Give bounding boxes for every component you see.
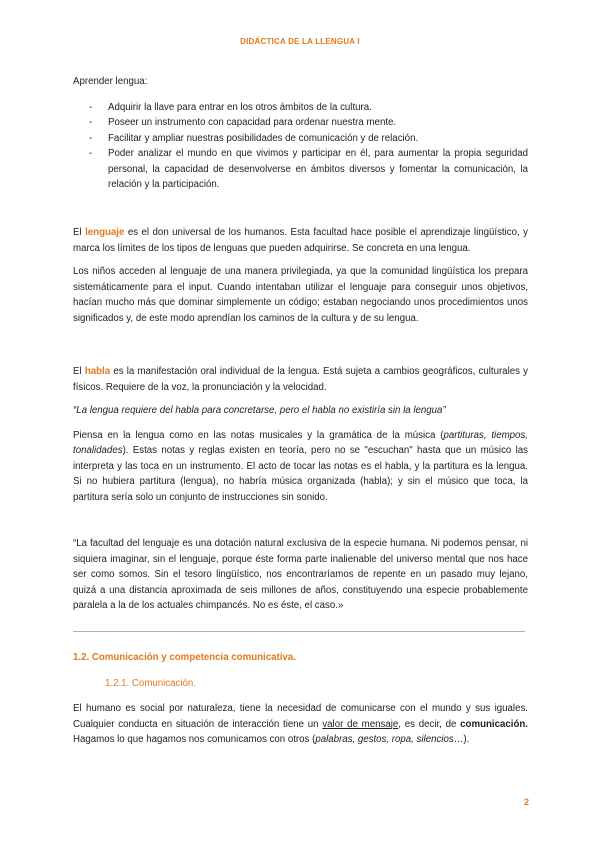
intro-heading: Aprender lengua: (73, 76, 148, 87)
habla-section (73, 364, 528, 505)
horizontal-divider (73, 631, 525, 632)
quote-text: “La lengua requiere del habla para concretarse, pero el habla no existiría sin la lengua” (73, 405, 446, 416)
text-run: El (73, 227, 86, 238)
list-item (89, 115, 528, 131)
intro-bullet-list (89, 100, 528, 193)
habla-quote (73, 403, 528, 419)
intro-section (73, 74, 528, 193)
habla-paragraph (73, 364, 528, 395)
text-run: Hagamos lo que hagamos nos comunicamos con otros ( (73, 734, 316, 745)
text-run: El humano es social por naturaleza, tiene la necesidad de comunicarse con el mundo y sus iguales. Cualquier conducta en situación de interacción tiene un (73, 703, 528, 730)
running-header: DIDÁCTICA DE LA LLENGUA I (240, 37, 360, 46)
text-run: ). Estas notas y reglas existen en teoría, pero no se "escuchan" hasta que un músico las interpreta y las toca en un instrumento. El acto de tocar las notas es el habla, y la partitura es la lengua. Si no hubiera partitura (lengua), no habría música organizada (habla); y sin el músico que toca, la partitura sería solo un conjunto de instrucciones sin sonido. (73, 445, 528, 503)
list-item (89, 100, 528, 116)
page-number: 2 (523, 797, 529, 807)
text-run: El (73, 366, 85, 377)
list-item (89, 131, 528, 147)
bold-term: comunicación. (460, 718, 528, 730)
text-run: …). (453, 734, 470, 745)
list-item-text: Poder analizar el mundo en que vivimos y participar en él, para aumentar la propia seguridad personal, la capacidad de desenvolverse en ámbitos diversos y fomentar la comunicación, la relación y la participación. (108, 148, 528, 190)
partitura-paragraph (73, 428, 528, 506)
text-run-italic: palabras, gestos, ropa, silencios (315, 734, 454, 745)
subsection-title: 1.2.1. Comunicación. (105, 677, 197, 689)
bullet-dash: - (89, 101, 93, 113)
list-item (89, 146, 528, 193)
bullet-dash: - (89, 117, 93, 128)
term-habla: habla (84, 366, 111, 377)
bullet-dash: - (89, 132, 93, 144)
lenguaje-paragraph (73, 225, 528, 256)
section-title: 1.2. Comunicación y competencia comunicativa. (73, 652, 296, 663)
ninos-paragraph: Los niños acceden al lenguaje de una manera privilegiada, ya que la comunidad lingüística los prepara sistemáticamente para el input. Cuando intentaban utilizar el lenguaje para conseguir unos objetivos, hacían mucho más que dominar simplemente un código; estaban negociando unos procedimientos unos significados y, de este modo aprendían los caminos de la cultura y de su lengua. (73, 266, 528, 324)
text-run: Piensa en la lengua como en las notas musicales y la gramática de la música ( (73, 429, 444, 441)
text-run: es la manifestación oral individual de la lengua. Está sujeta a cambios geográficos, culturales y físicos. Requiere de la voz, la pronunciación y la velocidad. (73, 366, 528, 393)
comunicacion-paragraph (73, 701, 528, 748)
section-1-2 (73, 650, 528, 748)
list-item-text: Facilitar y ampliar nuestras posibilidades de comunicación y de relación. (108, 132, 419, 144)
term-lenguaje: lenguaje (85, 227, 125, 238)
text-run-italic: partituras, tiempos, tonalidades (73, 429, 528, 456)
facultad-quote-section (73, 536, 528, 614)
text-run: es el don universal de los humanos. Esta facultad hace posible el aprendizaje lingüístico, y marca los límites de los tipos de lenguas que pueden adquirirse. Se concreta en una lengua. (73, 227, 528, 254)
underlined-term: valor de mensaje (322, 718, 399, 730)
lenguaje-section (73, 225, 528, 326)
bullet-dash: - (89, 148, 93, 159)
facultad-quote: “La facultad del lenguaje es una dotación natural exclusiva de la especie humana. Ni podemos pensar, ni siquiera imaginar, sin el lenguaje, porque éste forma parte inalienable del universo mental que nos hace ser como somos. Sin el tesoro lingüístico, nos encontraríamos de repente en un pasado muy lejano, quizá a una distancia aproximada de seis millones de años, constituyendo una especie probablemente paralela a la de los actuales chimpancés. No es éste, el caso.» (73, 538, 528, 611)
list-item-text: Adquirir la llave para entrar en los otros ámbitos de la cultura. (108, 101, 372, 113)
text-run: , es decir, de (398, 718, 461, 730)
list-item-text: Poseer un instrumento con capacidad para ordenar nuestra mente. (108, 117, 397, 128)
